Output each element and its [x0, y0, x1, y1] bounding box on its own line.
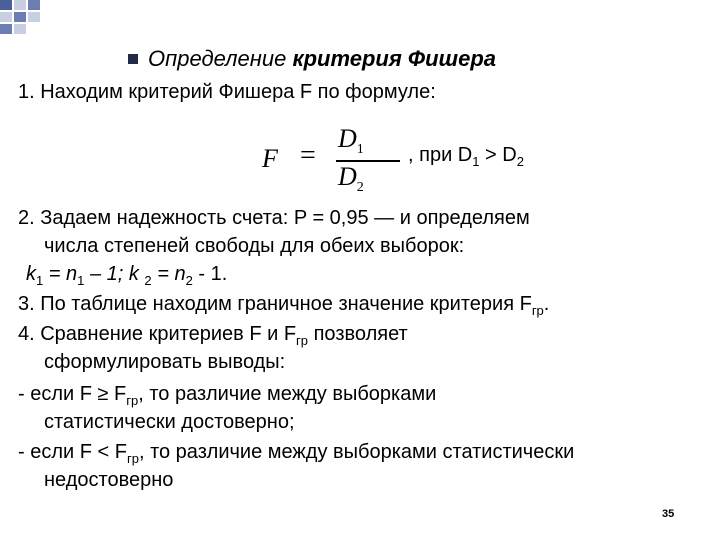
corner-decoration — [0, 0, 60, 42]
step1-text: 1. Находим критерий Фишера F по формуле: — [18, 81, 436, 103]
title-part1: Определение — [148, 46, 287, 71]
formula-denominator: $D_2$ — [338, 162, 364, 196]
formula-condition: , при $D_1 > D_2$ — [408, 144, 524, 169]
fisher-formula — [258, 124, 408, 196]
case2-line1: - если $F < F_{гр}$, то различие между выборками статистически — [18, 441, 575, 466]
step2-line1: 2. Задаем надежность счета: P = 0,95 — и определяем — [18, 207, 530, 229]
formula-numerator: $D_1$ — [338, 124, 364, 158]
formula-equals: = — [300, 140, 316, 171]
case2-line2: недостоверно — [44, 469, 174, 491]
formula-lhs: F — [262, 144, 278, 173]
step3-text: 3. По таблице находим граничное значение критерия $F_{гр}$. — [18, 293, 550, 318]
page-number: 35 — [662, 508, 675, 520]
k-formula-line: $k_1 = n_1 - 1$; k $_2 = n_2 - 1$. — [26, 263, 228, 288]
slide-title — [128, 46, 496, 72]
step2-line2: числа степеней свободы для обеих выборок: — [44, 235, 465, 257]
bullet-icon — [128, 54, 138, 64]
title-part2: критерия Фишера — [292, 46, 497, 71]
step4-line1: 4. Сравнение критериев F и $F_{гр}$ позволяет — [18, 323, 408, 348]
step4-line2: сформулировать выводы: — [44, 351, 286, 373]
case1-line1: - если $F \ge F_{гр}$, то различие между выборками — [18, 383, 437, 408]
case1-line2: статистически достоверно; — [44, 411, 295, 433]
